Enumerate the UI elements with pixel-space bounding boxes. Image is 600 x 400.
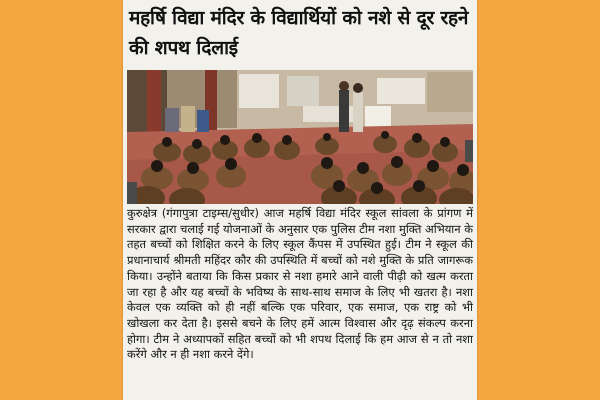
newspaper-clipping	[123, 0, 477, 400]
article-photo	[127, 70, 473, 204]
article-body: कुरुक्षेत्र (गंगापुत्रा टाइम्स/सुधीर) आज महर्षि विद्या मंदिर स्कूल सांवला के प्रांगण में सरकार द्वारा चलाई गई योजनाओं के अनुसार एक पुलिस टीम नशा मुक्ति अभियान के तहत बच्चों को शिक्षित करने के लिए स्कूल कैंपस में उपस्थित हुई। टीम ने स्कूल की प्रधानाचार्य श्रीमती महिंदर कौर की उपस्थिति में बच्चों को नशे मुक्ति के प्रति जागरूक किया। उन्होंने बताया कि किस प्रकार से नशा हमारे आने वाली पीढ़ी को खत्म करता जा रहा है और यह बच्चों के भविष्य के साथ-साथ समाज के लिए भी खतरा है। नशा केवल एक व्यक्ति को ही नहीं बल्कि एक परिवार, एक समाज, एक राष्ट्र को भी खोखला कर देता है। इससे बचने के लिए हमें आत्म विश्वास और दृढ़ संकल्प करना होगा। टीम ने अध्यापकों सहित बच्चों को भी शपथ दिलाई कि हम आज से न तो नशा करेंगे और न ही नशा करने देंगे।	[127, 206, 473, 362]
article-headline: महर्षि विद्या मंदिर के विद्यार्थियों को नशे से दूर रहने की शपथ दिलाई	[129, 7, 469, 59]
